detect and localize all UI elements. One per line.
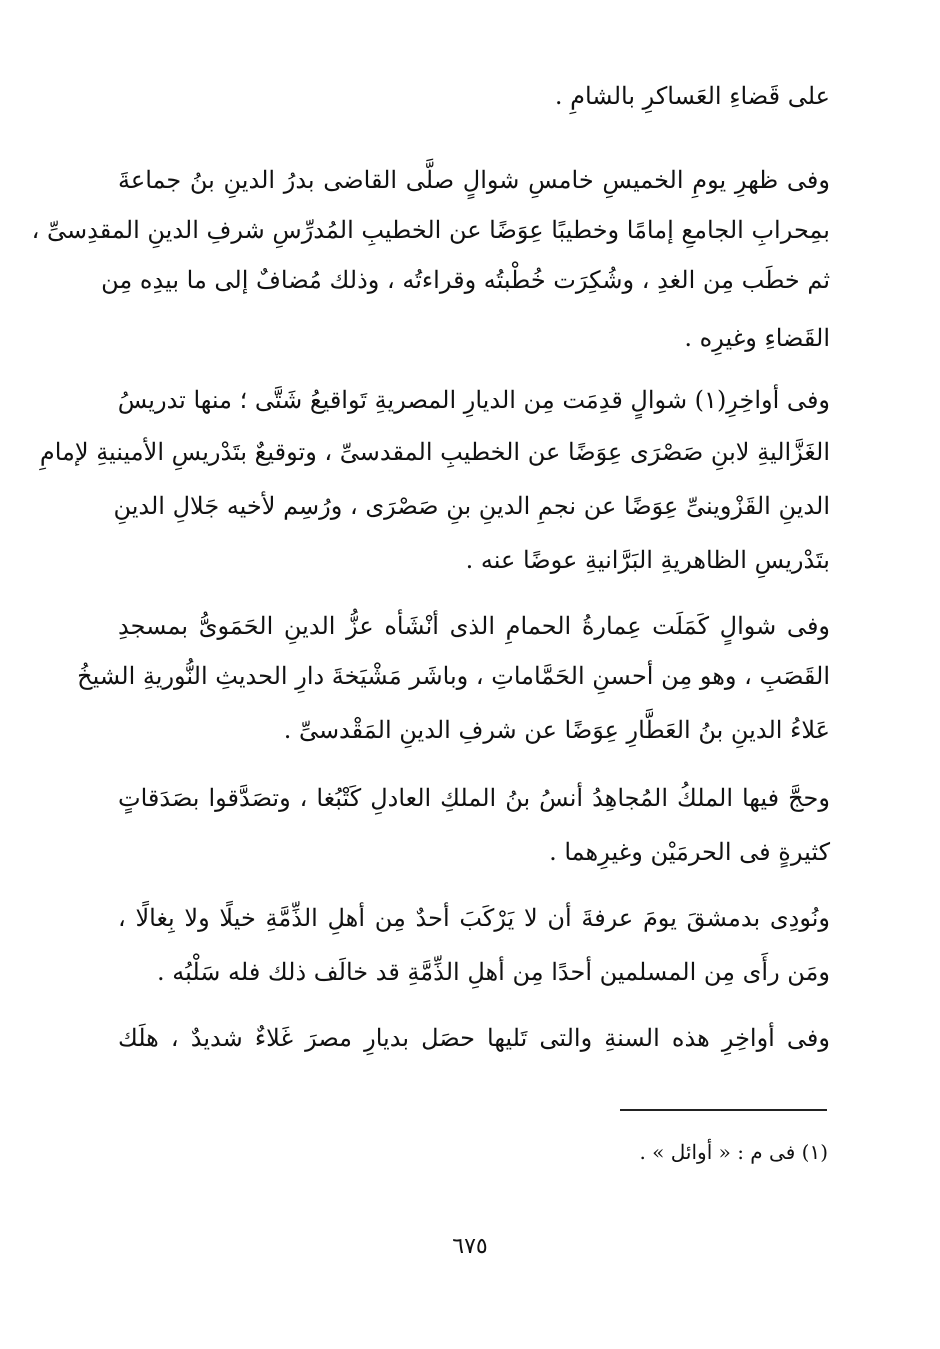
text-line: على قَضاءِ العَساكرِ بالشامِ . [554,82,830,110]
text-line: ونُودِى بدمشقَ يومَ عرفةَ أن لا يَرْكَبَ أحدٌ مِن أهلِ الذِّمَّةِ خيلًا ولا بِغالًا ، [118,904,830,932]
text-line: القَضاءِ وغيرِه . [684,324,830,352]
text-line: الغَزَّاليةِ لابنِ صَصْرَى عِوَضًا عن الخطيبِ المقدسىِّ ، وتوقيعٌ بتَدْريسِ الأمينيةِ لإمامِ [39,438,830,466]
text-line: وفى ظهرِ يومِ الخميسِ خامسِ شوالٍ صلَّى القاضى بدرُ الدينِ بنُ جماعةَ [118,166,830,194]
text-line: وفى أواخِرِ هذه السنةِ والتى تَليها حصَل بديارِ مصرَ غَلاءٌ شديدٌ ، هلَك [118,1024,830,1052]
text-line: بتَدْريسِ الظاهريةِ البَرَّانيةِ عوضًا عنه . [465,546,830,574]
text-line: وفى شوالٍ كَمَلَت عِمارةُ الحمامِ الذى أنْشَأه عزُّ الدينِ الحَمَوىُّ بمسجدِ [118,612,830,640]
text-line: الدينِ القَزْوينىِّ عِوَضًا عن نجمِ الدينِ بنِ صَصْرَى ، ورُسِم لأخيه جَلالِ الدينِ [113,492,830,520]
text-line: القَصَبِ ، وهو مِن أحسنِ الحَمَّاماتِ ، وباشَر مَشْيَخةَ دارِ الحديثِ النُّوريةِ الشيخُ [77,662,830,690]
text-line: كثيرةٍ فى الحرمَيْن وغيرِهما . [549,838,830,866]
text-line: بمِحرابِ الجامعِ إمامًا وخطيبًا عِوَضًا عن الخطيبِ المُدرِّسِ شرفِ الدينِ المقدِسىِّ ، [31,216,830,244]
footnote: (١) فى م : « أوائل » . [639,1140,828,1164]
page-number: ٦٧٥ [452,1234,488,1259]
text-line: وحجَّ فيها الملكُ المُجاهِدُ أنسُ بنُ الملكِ العادلِ كَتْبُغا ، وتصَدَّقوا بصَدَقاتٍ [118,784,830,812]
text-line: ومَن رأَى مِن المسلمين أحدًا مِن أهلِ الذِّمَّةِ قد خالَف ذلك فله سَلْبُه . [156,958,830,986]
text-line: ثم خطَب مِن الغدِ ، وشُكِرَت خُطْبتُه وقراءتُه ، وذلك مُضافٌ إلى ما بيدِه مِن [101,266,830,294]
text-line: عَلاءُ الدينِ بنُ العَطَّارِ عِوَضًا عن شرفِ الدينِ المَقْدسىِّ . [283,716,830,744]
text-line: وفى أواخِرِ(١) شوالٍ قدِمَت مِن الديارِ المصريةِ تَواقيعُ شَتَّى ؛ منها تدريسُ [117,386,830,414]
footnote-divider [620,1109,827,1111]
